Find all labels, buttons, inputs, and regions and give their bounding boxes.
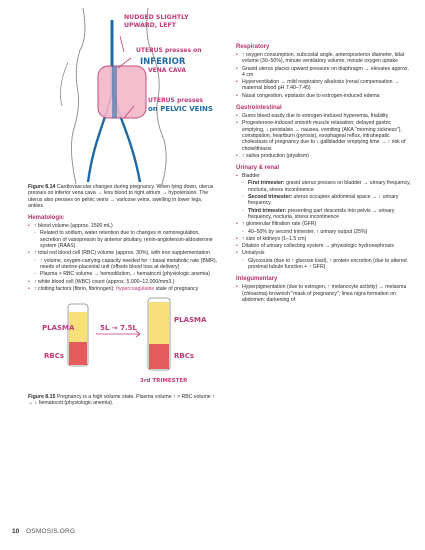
caption-title: Figure 8.15 xyxy=(28,394,56,401)
label-vena-cava: VENA CAVA xyxy=(148,67,187,74)
section-heading-urinary: Urinary & renal xyxy=(236,165,280,172)
list-item: • Gravid uterus places upward pressure on diaphragm → elevates approx. 4 cm xyxy=(236,66,412,79)
list-item: • Bladder xyxy=(236,173,412,179)
page-footer xyxy=(12,528,75,535)
label-presses-2: UTERUS presses xyxy=(148,97,204,104)
figure-8-14-caption xyxy=(28,184,218,209)
section-heading-hematologic: Hematologic xyxy=(28,215,65,222)
list-item xyxy=(236,208,412,221)
list-item: • Hyperpigmentation (due to estrogen, ↑ melanocyte activity) → melasma (chloasma) brownish "mask of pregnancy"; linea nigra formation on abdomen; darkening of xyxy=(236,284,412,303)
caption-text: Pregnancy is a high volume state. Plasma volume ↑ > RBC volume ↑ → ↓ hematocrit (physiologic anemia). xyxy=(28,394,215,407)
list-item: • ↑ oxygen consumption, subcostal angle, anteroposterior diameter, tidal volume (30–50%), minute ventilatory volume, minute oxygen uptake xyxy=(236,52,412,65)
list-item: • Nasal congestion, epistaxis due to estrogen-induced edema xyxy=(236,93,412,99)
respiratory-list xyxy=(236,52,412,99)
list-item: • Hyperventilation → mild respiratory alkalosis (renal compensation → maternal blood pH 7.40–7.45) xyxy=(236,79,412,92)
list-item: • ↑ size of kidneys (1–1.5 cm) xyxy=(236,236,412,242)
list-label: First trimester: xyxy=(248,180,285,187)
section-heading-respiratory: Respiratory xyxy=(236,44,270,50)
section-heading-gastrointestinal: Gastrointestinal xyxy=(236,105,282,112)
right-column xyxy=(236,6,412,304)
gastrointestinal-list xyxy=(236,113,412,159)
list-item: ◦ Glycosuria (due to ↑ glucose load), ↑ protein excretion (due to altered proximal tubule function + ↑ GFR) xyxy=(236,258,412,271)
label-nudged: NUDGED SLIGHTLY xyxy=(124,14,189,21)
list-item: ◦ ↑ volume, oxygen-carrying capacity needed for ↑ basal metabolic rate (BMR), needs of uterine-placental unit (offsets blood loss at delivery) xyxy=(28,258,218,271)
label-presses-on: UTERUS presses on xyxy=(136,47,202,54)
label-inferior: INFERIOR xyxy=(140,57,186,67)
list-item: • ↑ white blood cell (WBC) count (approx. 5,000–12,000/mm3.) xyxy=(28,279,218,285)
list-item: • ↑ blood volume (approx. 1500 mL) xyxy=(28,223,218,229)
hypercoagulable-term: hypercoagulable xyxy=(116,285,155,292)
list-text: presenting part descends into pelvis → urinary frequency, nocturia, stress incontinence xyxy=(248,207,395,220)
list-item: • Gums bleed easily due to estrogen-induced hyperemia, friability xyxy=(236,113,412,119)
list-item: • Progesterone-induced smooth muscle relaxation; delayed gastric emptying, ↓ peristalsis → nausea, vomiting (AKA "morning sickness"), constipation, heartburn (pyrosis), esophageal reflux, intrahepatic cholestasis of pregnancy due to ↓ gallbladder emptying time → ↑ risk of cholelithiasis xyxy=(236,120,412,151)
page-number: 10 xyxy=(12,528,20,535)
list-item: • Urinalysis xyxy=(236,250,412,256)
list-item: ◦ Related to sodium, water retention due to changes in osmoregulation, secretion of vasopressin by anterior pituitary, renin-angiotensin-aldosterone system (RAAS) xyxy=(28,230,218,249)
list-item xyxy=(236,180,412,193)
list-item: • ↑ saliva production (ptyalism) xyxy=(236,153,412,159)
blood-volume-tubes xyxy=(28,294,218,389)
list-item: ◦ 40–50% by second trimester, ↑ urinary output (25%) xyxy=(236,229,412,235)
list-label: Second trimester: xyxy=(248,194,293,201)
label-volume-change: 5L → 7.5L xyxy=(100,324,137,333)
left-column xyxy=(28,6,218,414)
list-text: state of pregnancy xyxy=(154,285,199,292)
figure-8-14-illustration xyxy=(28,6,218,184)
list-text: gravid uterus presses on bladder → urinary frequency, nocturia, stress incontinence xyxy=(248,180,411,193)
caption-text: Cardiovascular changes during pregnancy. When lying down, uterus presses on inferior vena cava → less blood to right atrium → hypotension. The uterus also presses on pelvic veins → varicose veins, swelling in lower legs, ankles. xyxy=(28,184,214,209)
integumentary-list xyxy=(236,284,412,303)
site-link[interactable]: OSMOSIS.ORG xyxy=(26,528,76,535)
list-item xyxy=(28,286,218,292)
urinary-list xyxy=(236,173,412,270)
hematologic-list xyxy=(28,223,218,292)
list-item: • ↑ glomerular filtration rate (GFR) xyxy=(236,221,412,227)
label-upward-left: UPWARD, LEFT xyxy=(124,22,176,29)
label-trimester: 3rd TRIMESTER xyxy=(140,378,188,385)
figure-8-15-illustration xyxy=(28,294,218,414)
label-pelvic-veins: on PELVIC VEINS xyxy=(148,105,213,113)
section-heading-integumentary: Integumentary xyxy=(236,276,278,283)
list-text: ↑ clotting factors (fibrin, fibrinogen): xyxy=(34,285,117,292)
list-label: Third trimester: xyxy=(248,207,287,214)
figure-8-15-caption xyxy=(28,394,218,407)
list-item: ◦ Plasma > RBC volume → hemodilution, ↓ hematocrit (physiologic anemia) xyxy=(28,271,218,277)
label-rbc-left: RBCs xyxy=(44,352,65,361)
pregnant-body-illustration xyxy=(28,6,218,184)
list-text: uterus occupies abdominal space → ↓ urinary frequency xyxy=(248,194,399,207)
list-item xyxy=(236,194,412,207)
label-plasma-left: PLASMA xyxy=(42,324,75,333)
caption-title: Figure 8.14 xyxy=(28,184,56,190)
label-plasma-right: PLASMA xyxy=(174,316,207,325)
list-item: • ↑ total red blood cell (RBC) volume (approx. 30%), with iron supplementation xyxy=(28,250,218,256)
list-item: • Dilation of urinary collecting system → physiologic hydronephrosis xyxy=(236,243,412,249)
label-rbc-right: RBCs xyxy=(174,352,195,361)
